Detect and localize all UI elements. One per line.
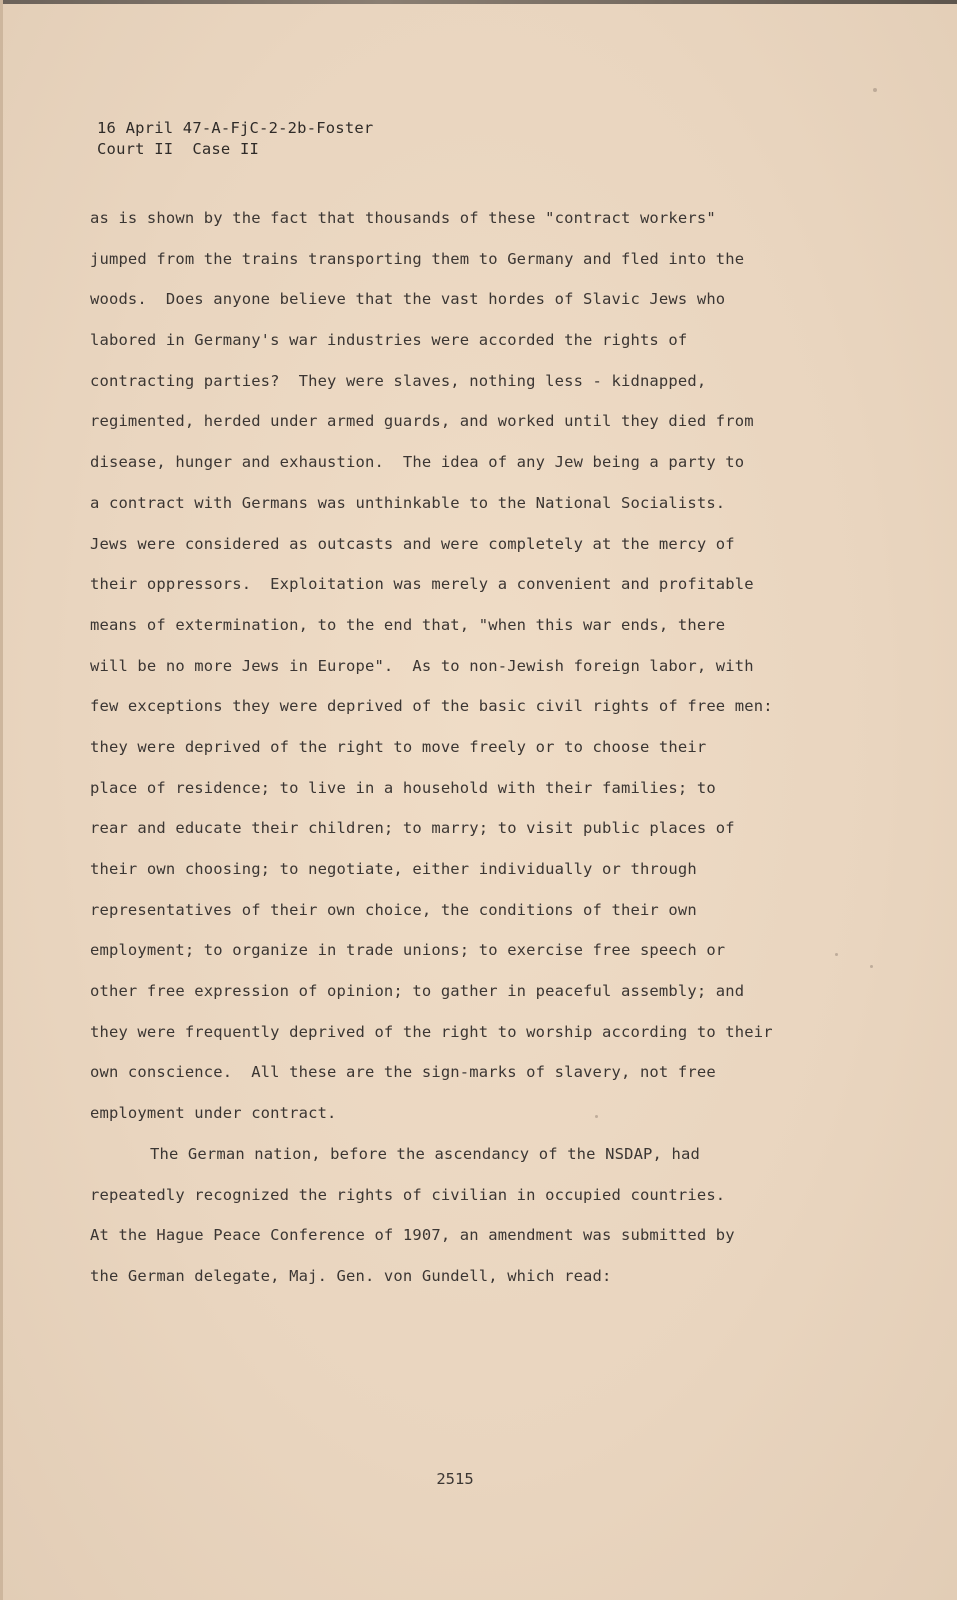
body-line: own conscience. All these are the sign-marks of slavery, not free <box>90 1063 716 1082</box>
header-reference-line: 16 April 47-A-FjC-2-2b-Foster <box>97 119 374 137</box>
body-line: representatives of their own choice, the conditions of their own <box>90 900 697 919</box>
paper-speck <box>870 965 873 968</box>
page-top-edge <box>0 0 957 4</box>
body-line: contracting parties? They were slaves, nothing less - kidnapped, <box>90 371 707 390</box>
page-left-edge <box>0 0 3 1600</box>
body-line: means of extermination, to the end that, "when this war ends, there <box>90 615 726 634</box>
body-line: jumped from the trains transporting them to Germany and fled into the <box>90 249 745 268</box>
body-line: other free expression of opinion; to gather in peaceful assembly; and <box>90 982 745 1001</box>
body-line: woods. Does anyone believe that the vast hordes of Slavic Jews who <box>90 290 726 309</box>
body-line: their oppressors. Exploitation was merely a convenient and profitable <box>90 575 754 594</box>
paper-speck <box>873 88 877 92</box>
body-line: they were frequently deprived of the right to worship according to their <box>90 1022 773 1041</box>
body-line: few exceptions they were deprived of the basic civil rights of free men: <box>90 697 773 716</box>
body-line: employment; to organize in trade unions; to exercise free speech or <box>90 941 726 960</box>
body-line: At the Hague Peace Conference of 1907, an amendment was submitted by <box>90 1226 735 1245</box>
document-header <box>97 118 373 160</box>
page-number: 2515 <box>436 1470 474 1488</box>
body-line: Jews were considered as outcasts and were completely at the mercy of <box>90 534 735 553</box>
body-line: employment under contract. <box>90 1104 337 1123</box>
body-line: as is shown by the fact that thousands of these "contract workers" <box>90 209 716 227</box>
header-court-line: Court II Case II <box>97 140 260 158</box>
body-line: they were deprived of the right to move freely or to choose their <box>90 737 707 756</box>
body-line: will be no more Jews in Europe". As to non-Jewish foreign labor, with <box>90 656 754 675</box>
body-line: place of residence; to live in a household with their families; to <box>90 778 716 797</box>
paper-speck <box>835 953 838 956</box>
body-line: regimented, herded under armed guards, and worked until they died from <box>90 412 754 431</box>
body-line: a contract with Germans was unthinkable to the National Socialists. <box>90 493 726 512</box>
body-line: rear and educate their children; to marry; to visit public places of <box>90 819 735 838</box>
body-line: the German delegate, Maj. Gen. von Gundell, which read: <box>90 1266 612 1285</box>
paper-speck <box>595 1115 598 1118</box>
body-line: labored in Germany's war industries were accorded the rights of <box>90 331 688 350</box>
body-line: disease, hunger and exhaustion. The idea of any Jew being a party to <box>90 453 745 472</box>
body-line: repeatedly recognized the rights of civilian in occupied countries. <box>90 1185 726 1204</box>
paragraph-start-line: The German nation, before the ascendancy of the NSDAP, had <box>150 1144 700 1163</box>
document-body <box>90 198 835 1297</box>
body-line: their own choosing; to negotiate, either individually or through <box>90 860 697 878</box>
